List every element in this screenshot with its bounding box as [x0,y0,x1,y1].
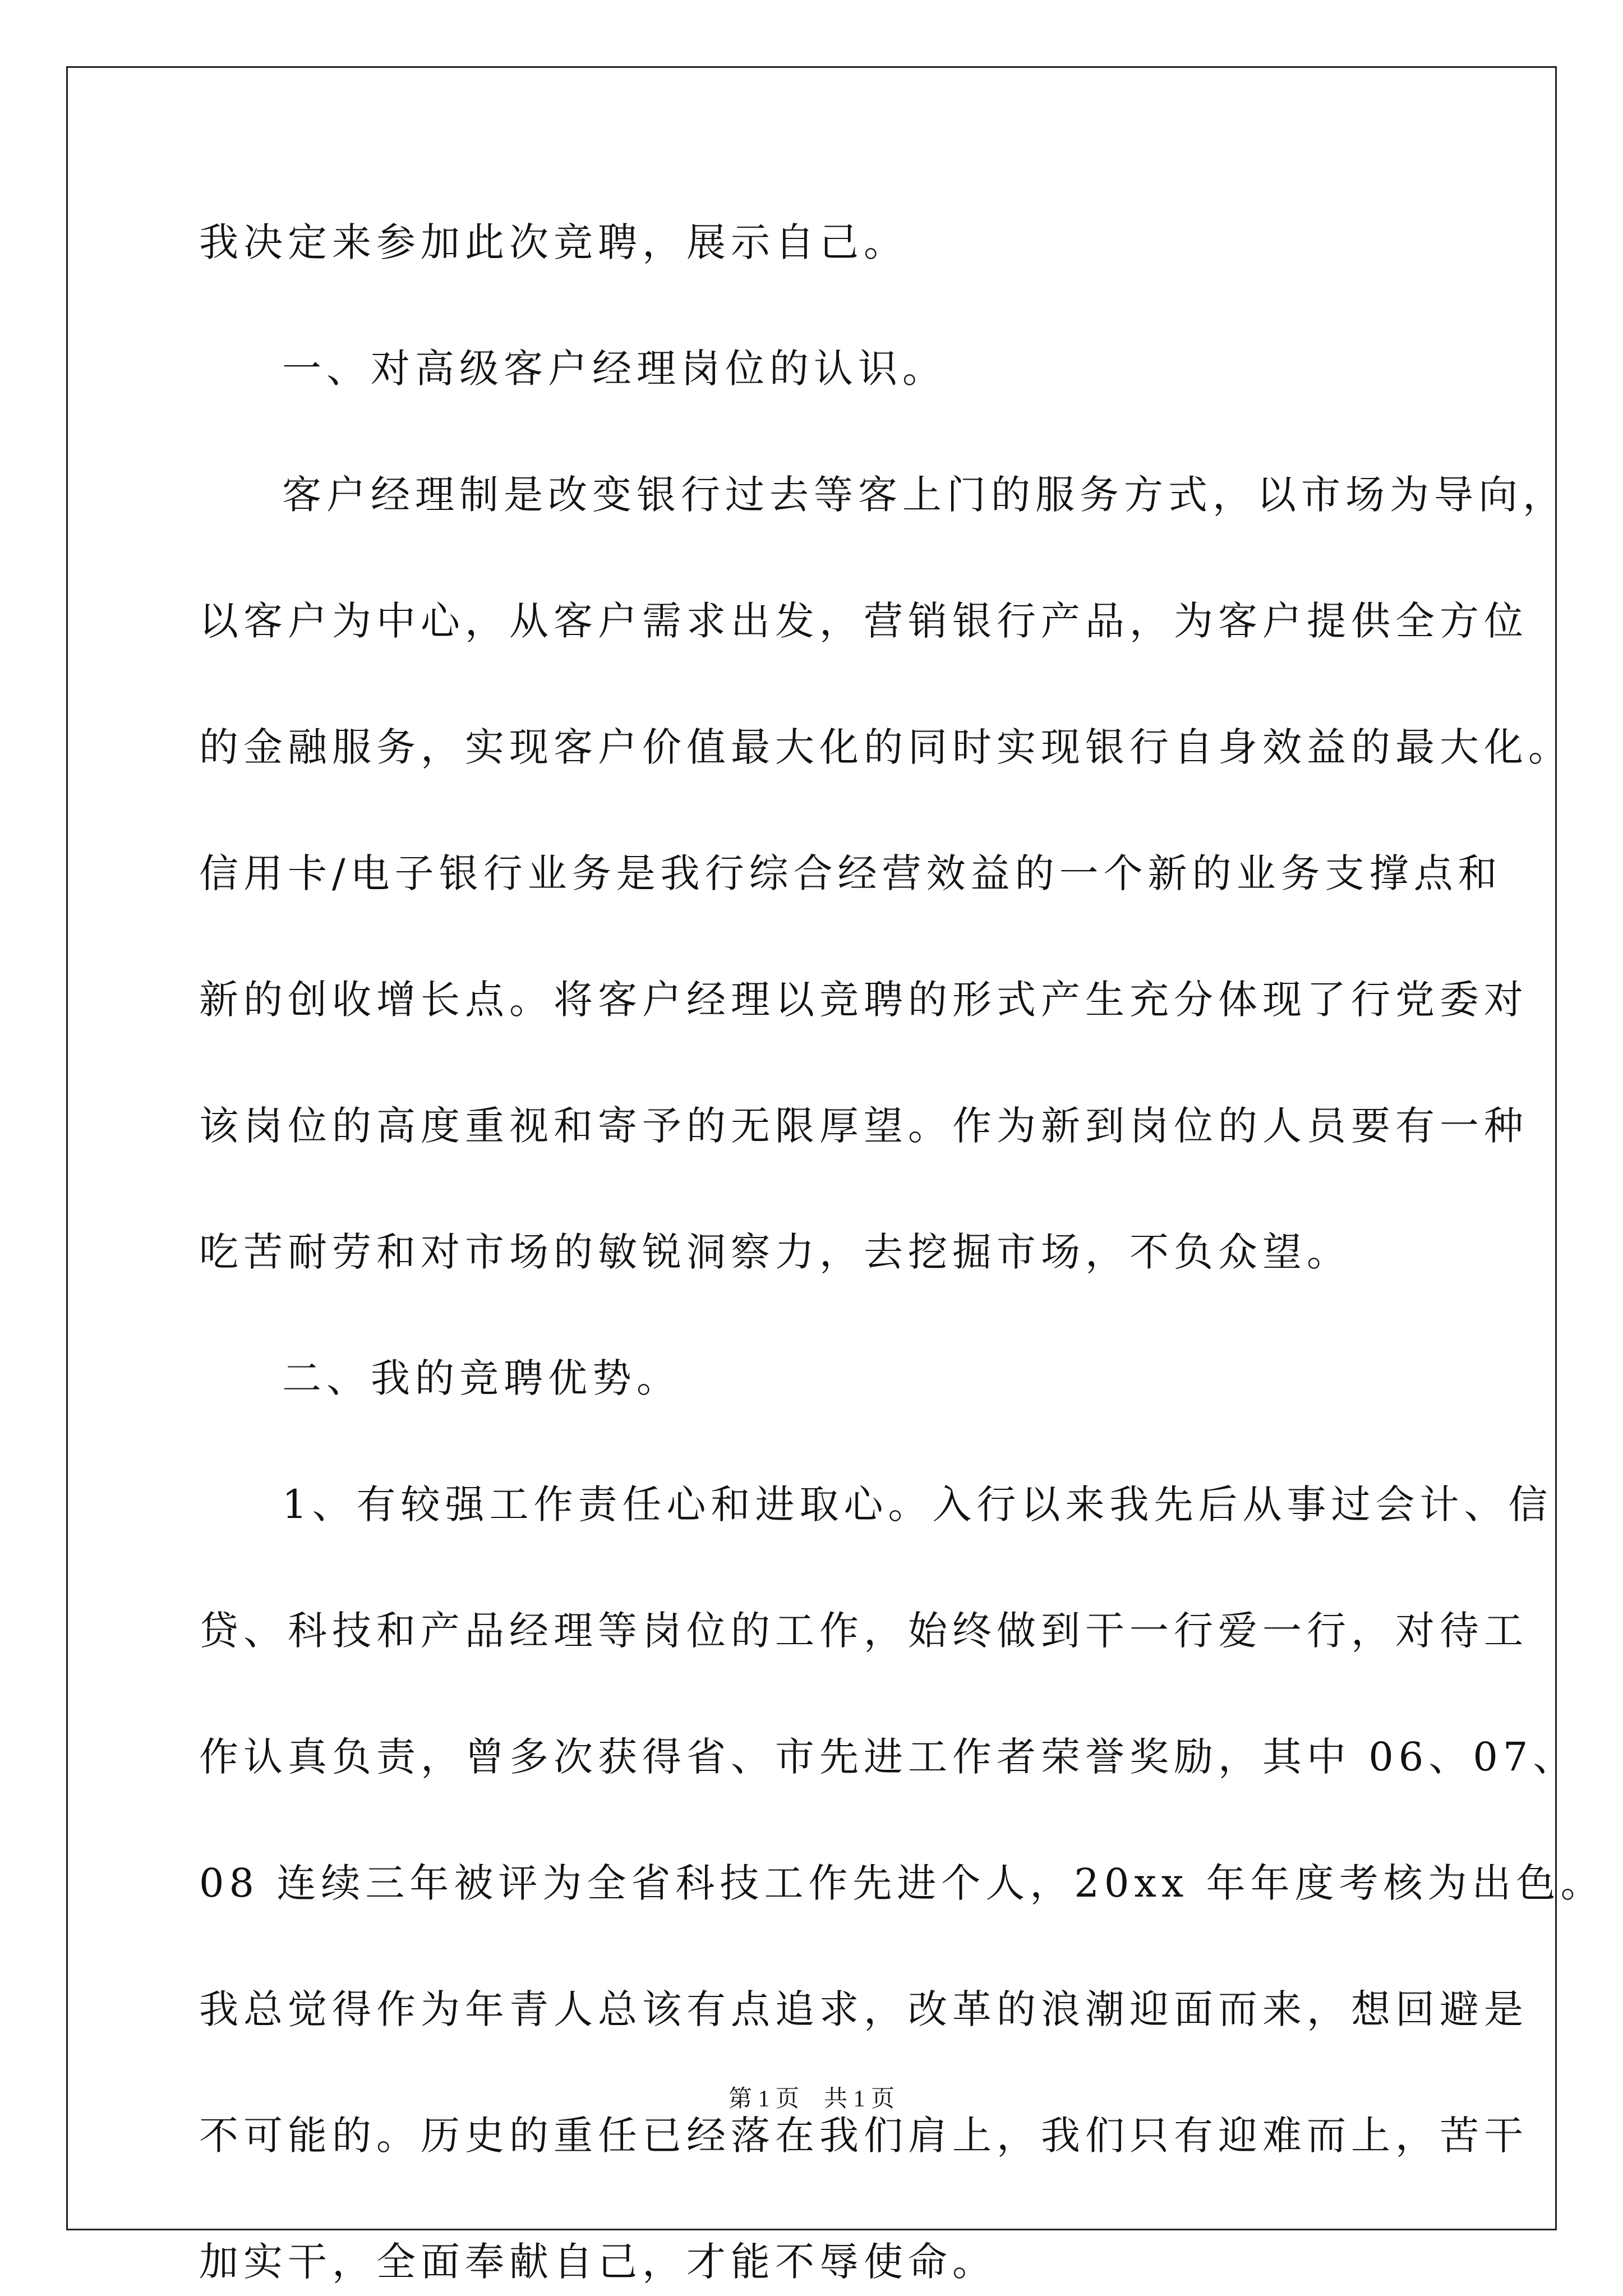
page-footer [0,2082,1623,2116]
text-line: 08 连续三年被评为全省科技工作先进个人，20xx 年年度考核为出色。 [199,1860,1605,1906]
page-number: 第 1 页 [728,2086,799,2112]
text-line: 该岗位的高度重视和寄予的无限厚望。作为新到岗位的人员要有一种 [199,1103,1528,1149]
text-line: 作认真负责，曾多次获得省、市先进工作者荣誉奖励，其中 06、07、 [199,1734,1578,1780]
text-line: 吃苦耐劳和对市场的敏锐洞察力，去挖掘市场，不负众望。 [199,1229,1351,1275]
text-line: 贷、科技和产品经理等岗位的工作，始终做到干一行爱一行，对待工 [199,1608,1528,1654]
text-line: 新的创收增长点。将客户经理以竞聘的形式产生充分体现了行党委对 [199,977,1528,1023]
text-line: 我总觉得作为年青人总该有点追求，改革的浪潮迎面而来，想回避是 [199,1986,1528,2032]
section-heading: 一、对高级客户经理岗位的认识。 [282,346,947,392]
text-line: 以客户为中心，从客户需求出发，营销银行产品，为客户提供全方位 [199,598,1528,644]
text-line: 信用卡/电子银行业务是我行综合经营效益的一个新的业务支撑点和 [199,850,1502,896]
section-heading: 二、我的竞聘优势。 [282,1355,681,1401]
paragraph-first-line: 客户经理制是改变银行过去等客上门的服务方式，以市场为导向， [282,472,1567,518]
text-line: 的金融服务，实现客户价值最大化的同时实现银行自身效益的最大化。 [199,724,1573,770]
page-total: 共 1 页 [824,2086,895,2112]
text-line: 加实干，全面奉献自己，才能不辱使命。 [199,2239,997,2285]
text-line: 不可能的。历史的重任已经落在我们肩上，我们只有迎难而上，苦干 [199,2113,1528,2159]
paragraph-first-line: 1、有较强工作责任心和进取心。入行以来我先后从事过会计、信 [282,1481,1553,1527]
text-line: 我决定来参加此次竞聘，展示自己。 [199,219,908,265]
